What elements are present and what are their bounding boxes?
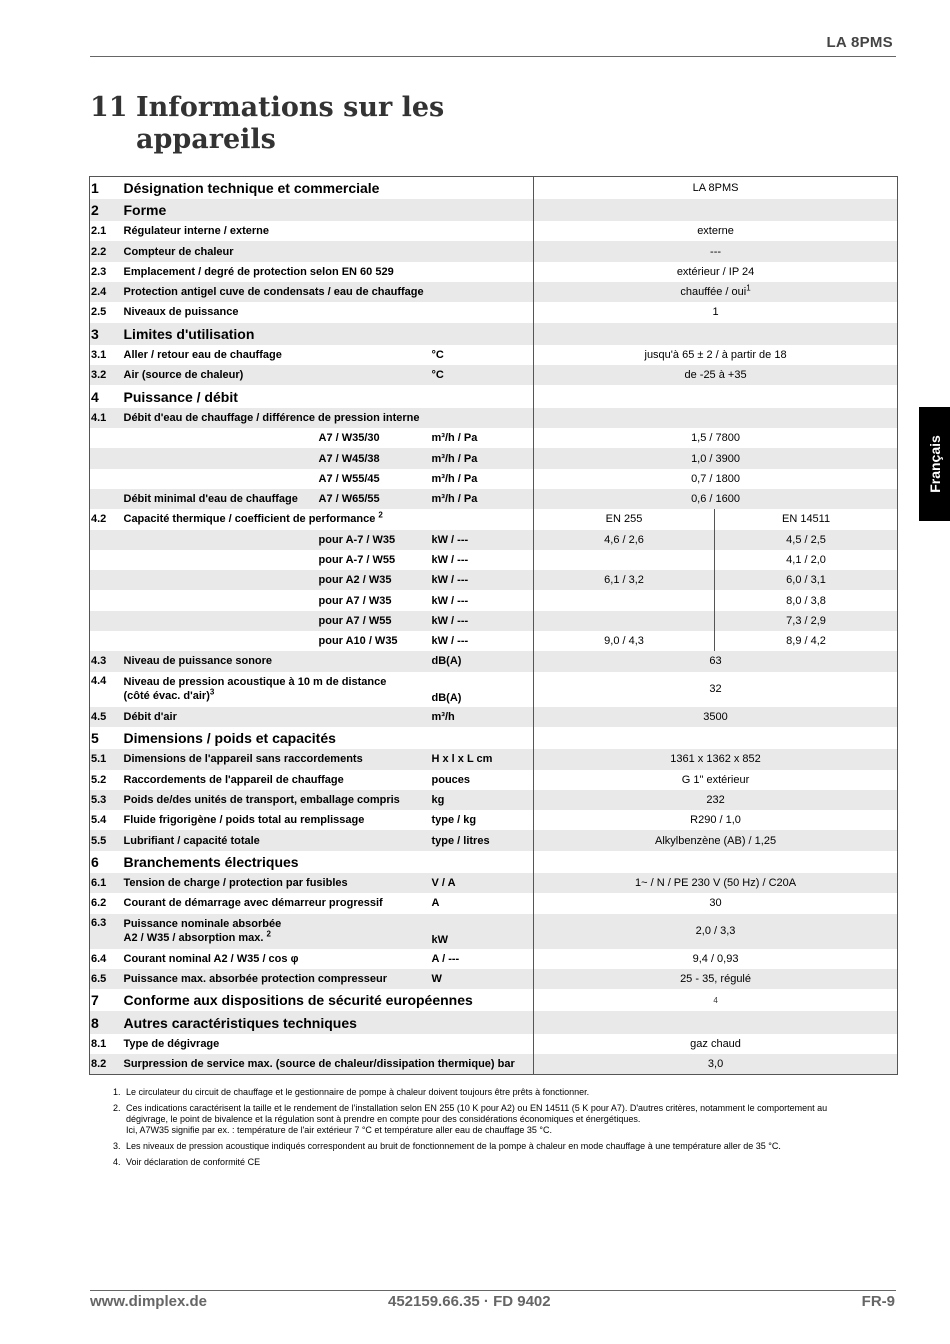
row-label: Régulateur interne / externe [123, 225, 269, 238]
row-number: 7 [91, 992, 99, 1009]
row-label: Fluide frigorigène / poids total au remplissage [123, 814, 365, 827]
row-number: 8.1 [91, 1037, 107, 1050]
row-value: 30 [534, 893, 898, 913]
table-row [90, 1011, 898, 1033]
row-unit: V / A [430, 873, 534, 893]
row-unit: type / litres [430, 830, 534, 850]
row-label: Débit d'eau de chauffage / différence de pression interne [122, 408, 534, 428]
value-en14511: 8,0 / 3,8 [786, 594, 826, 607]
row-value: 1 [534, 302, 898, 322]
row-value [534, 408, 898, 428]
footnote-item [113, 1157, 883, 1168]
row-value: --- [534, 241, 898, 261]
row-value [534, 323, 898, 345]
row-label: Emplacement / degré de protection selon EN 60 529 [123, 265, 394, 278]
table-row [90, 509, 898, 529]
row-number: 6.3 [90, 914, 122, 949]
row-value [534, 727, 898, 749]
row-value: 1~ / N / PE 230 V (50 Hz) / C20A [534, 873, 898, 893]
table-row [90, 790, 898, 810]
table-row [90, 262, 898, 282]
table-row [90, 969, 898, 989]
footnote-text: Ces indications caractérisent la taille et le rendement de l'installation selon EN 255 (10 K pour A2) ou EN 14511 (5 K pour A7). D'autres critères, notamment le comportement au dégivrage, le point de bivalence et la régulation sont à prendre en compte pour des considérations économiques et énergétiques. Ici, A7W35 signifie par ex. : température de l'air extérieur 7 °C et température aller eau de chauffage 35 °C. [126, 1103, 828, 1135]
table-row [90, 448, 898, 468]
table-row [90, 385, 898, 407]
row-value [534, 282, 898, 302]
table-row [90, 631, 898, 651]
row-value: 1,0 / 3900 [534, 448, 898, 468]
table-row [90, 810, 898, 830]
table-row [90, 727, 898, 749]
row-unit: m³/h / Pa [430, 448, 534, 468]
row-unit: °C [431, 349, 444, 362]
table-row [90, 1054, 898, 1074]
row-number: 3 [90, 323, 122, 345]
row-label: Air (source de chaleur) [122, 365, 430, 385]
row-value [534, 385, 898, 407]
table-row [90, 530, 898, 550]
table-row [90, 550, 898, 570]
row-condition: pour A10 / W35 [318, 635, 398, 648]
row-unit: kg [430, 790, 534, 810]
value-en14511: 7,3 / 2,9 [715, 611, 898, 631]
footnotes [113, 1087, 883, 1173]
table-row [90, 989, 898, 1011]
row-number: 2.2 [90, 241, 122, 261]
row-number: 5.1 [90, 749, 122, 769]
row-number: 3.2 [90, 365, 122, 385]
value-en14511: 4,5 / 2,5 [715, 530, 898, 550]
row-number: 6.5 [90, 969, 122, 989]
value-en14511: 6,0 / 3,1 [715, 570, 898, 590]
language-tab-label: Français [926, 435, 943, 493]
row-value: extérieur / IP 24 [534, 262, 898, 282]
col-header-en255: EN 255 [534, 509, 715, 529]
row-value: 0,6 / 1600 [534, 489, 898, 509]
row-unit: A / --- [431, 952, 460, 965]
value-en255: 4,6 / 2,6 [534, 530, 715, 550]
table-row [90, 221, 898, 241]
row-condition: A7 / W55/45 [318, 472, 380, 485]
row-sublabel: Débit minimal d'eau de chauffage [122, 489, 317, 509]
row-value: 32 [534, 672, 898, 707]
row-value: R290 / 1,0 [534, 810, 898, 830]
row-label [122, 672, 430, 707]
footnote-number: 3. [113, 1141, 121, 1151]
row-label: Raccordements de l'appareil de chauffage [123, 773, 344, 786]
row-condition: pour A-7 / W55 [318, 553, 396, 566]
row-unit: kW [430, 914, 534, 949]
table-row [90, 302, 898, 322]
row-label: Compteur de chaleur [122, 241, 534, 261]
row-value: LA 8PMS [534, 177, 898, 199]
row-number: 3.1 [91, 349, 107, 362]
row-unit: pouces [431, 773, 471, 786]
row-condition: A7 / W65/55 [317, 489, 430, 509]
row-unit: °C [430, 365, 534, 385]
value-en14511: 8,9 / 4,2 [786, 635, 826, 648]
row-label-text: Capacité thermique / coefficient de performance [123, 513, 376, 526]
row-label: Poids de/des unités de transport, emballage compris [122, 790, 430, 810]
row-value: externe [534, 221, 898, 241]
row-unit: kW / --- [430, 611, 534, 631]
chapter-heading [90, 92, 466, 156]
row-label: Puissance max. absorbée protection compresseur [122, 969, 430, 989]
table-row [90, 830, 898, 850]
row-unit: kW / --- [431, 594, 469, 607]
row-label: Type de dégivrage [123, 1037, 220, 1050]
row-label-line2 [124, 931, 428, 945]
table-row [90, 672, 898, 707]
row-number: 5.2 [91, 773, 107, 786]
table-row [90, 323, 898, 345]
table-row [90, 1034, 898, 1054]
row-number: 5.5 [90, 830, 122, 850]
footer-page-number: FR-9 [861, 1293, 895, 1310]
row-label-line2-text: A2 / W35 / absorption max. [123, 932, 264, 945]
table-row [90, 199, 898, 221]
row-number: 6.1 [90, 873, 122, 893]
row-label: Désignation technique et commerciale [123, 179, 380, 196]
table-row [90, 949, 898, 969]
row-value: de -25 à +35 [534, 365, 898, 385]
row-number: 4.2 [91, 513, 107, 526]
row-label-line2 [124, 689, 428, 703]
value-en255 [534, 590, 715, 610]
footnote-ref: 4 [713, 996, 718, 1006]
row-number: 6.2 [91, 897, 107, 910]
row-value: 3500 [534, 707, 898, 727]
row-label: Débit d'air [122, 707, 430, 727]
row-unit: m³/h [430, 707, 534, 727]
footnote-ref: 2 [378, 510, 383, 520]
row-number: 4.1 [90, 408, 122, 428]
row-value: 232 [534, 790, 898, 810]
row-number: 2.3 [91, 265, 107, 278]
row-condition: pour A2 / W35 [317, 570, 430, 590]
row-value: 25 - 35, régulé [534, 969, 898, 989]
table-row [90, 489, 898, 509]
footer-doc-number: 452159.66.35 · FD 9402 [388, 1293, 551, 1310]
value-en255: 9,0 / 4,3 [534, 631, 715, 651]
row-number: 8.2 [90, 1054, 122, 1074]
row-unit: dB(A) [431, 691, 462, 704]
chapter-title: Informations sur les appareils [136, 92, 445, 155]
row-value [534, 1011, 898, 1033]
footnote-number: 1. [113, 1087, 121, 1097]
row-value: 1361 x 1362 x 852 [534, 749, 898, 769]
table-row [90, 469, 898, 489]
footer-website: www.dimplex.de [90, 1293, 207, 1310]
row-value: 0,7 / 1800 [534, 469, 898, 489]
row-value: 63 [534, 651, 898, 671]
table-row [90, 345, 898, 365]
table-row [90, 914, 898, 949]
row-number: 1 [91, 179, 99, 196]
row-label-line2-text: (côté évac. d'air) [123, 690, 210, 703]
table-row [90, 651, 898, 671]
row-label: Limites d'utilisation [122, 323, 534, 345]
spec-table [89, 176, 898, 1075]
footnote-ref: 3 [209, 687, 215, 697]
row-label: Dimensions de l'appareil sans raccordements [122, 749, 430, 769]
row-number: 4.3 [90, 651, 122, 671]
table-row [90, 770, 898, 790]
row-label: Niveau de puissance sonore [122, 651, 430, 671]
row-number: 5.3 [90, 790, 122, 810]
row-unit: kW / --- [430, 530, 534, 550]
row-value: 1,5 / 7800 [534, 428, 898, 448]
row-unit: dB(A) [430, 651, 534, 671]
row-value: Alkylbenzène (AB) / 1,25 [534, 830, 898, 850]
row-value [534, 851, 898, 873]
row-label: Puissance / débit [123, 388, 238, 405]
table-row [90, 428, 898, 448]
row-label: Lubrifiant / capacité totale [122, 830, 430, 850]
col-header-en14511: EN 14511 [781, 513, 831, 526]
value-en255: 6,1 / 3,2 [534, 570, 715, 590]
value-en14511: 4,1 / 2,0 [786, 553, 826, 566]
row-number: 2.4 [90, 282, 122, 302]
value-en255 [534, 611, 715, 631]
row-label: Branchements électriques [123, 853, 299, 870]
row-value: 2,0 / 3,3 [534, 914, 898, 949]
row-value: G 1" extérieur [534, 770, 898, 790]
row-condition: A7 / W45/38 [317, 448, 430, 468]
row-unit: W [430, 969, 534, 989]
header-model: LA 8PMS [826, 34, 893, 51]
footnote-ref: 1 [746, 283, 751, 293]
row-value: gaz chaud [534, 1034, 898, 1054]
row-unit: kW / --- [430, 570, 534, 590]
row-number: 5 [91, 730, 99, 747]
row-label-line1: Niveau de pression acoustique à 10 m de distance [123, 676, 387, 689]
table-row [90, 570, 898, 590]
table-row [90, 365, 898, 385]
row-condition: pour A-7 / W35 [317, 530, 430, 550]
table-row [90, 241, 898, 261]
table-row [90, 408, 898, 428]
row-number: 6 [91, 853, 99, 870]
row-label: Surpression de service max. (source de chaleur/dissipation thermique) bar [122, 1054, 534, 1074]
row-number: 8 [90, 1011, 122, 1033]
row-unit: H x l x L cm [430, 749, 534, 769]
row-unit: kW / --- [431, 635, 469, 648]
row-value: jusqu'à 65 ± 2 / à partir de 18 [534, 345, 898, 365]
row-unit: type / kg [431, 814, 477, 827]
row-number: 6.4 [91, 952, 107, 965]
row-condition: pour A7 / W55 [317, 611, 430, 631]
row-value: 3,0 [534, 1054, 898, 1074]
footnote-text: Le circulateur du circuit de chauffage et le gestionnaire de pompe à chaleur doivent toujours être prêts à fonctionner. [126, 1087, 590, 1097]
row-value [534, 989, 898, 1011]
row-label: Conforme aux dispositions de sécurité européennes [123, 992, 473, 1009]
row-condition: pour A7 / W35 [318, 594, 392, 607]
row-unit: kW / --- [431, 553, 469, 566]
row-number: 4.4 [91, 674, 107, 687]
footer-divider [90, 1290, 896, 1291]
footnote-text: Les niveaux de pression acoustique indiqués correspondent au bruit de fonctionnement de la pompe à chaleur en mode chauffage à une température aller de 35 °C. [126, 1141, 781, 1151]
row-label: Tension de charge / protection par fusibles [122, 873, 430, 893]
row-value: 9,4 / 0,93 [534, 949, 898, 969]
footnote-text: Voir déclaration de conformité CE [126, 1157, 261, 1167]
table-row [90, 749, 898, 769]
row-label-line1: Puissance nominale absorbée [123, 918, 282, 931]
row-label: Aller / retour eau de chauffage [123, 349, 282, 362]
row-label: Niveaux de puissance [123, 306, 239, 319]
row-condition: A7 / W35/30 [318, 432, 380, 445]
row-label: Courant nominal A2 / W35 / cos φ [123, 952, 299, 965]
row-label: Forme [122, 199, 534, 221]
footnote-ref: 2 [266, 929, 271, 939]
table-row [90, 893, 898, 913]
footnote-number: 4. [113, 1157, 121, 1167]
language-tab [919, 407, 950, 521]
row-label: Protection antigel cuve de condensats / eau de chauffage [122, 282, 534, 302]
table-row [90, 590, 898, 610]
row-value-text: chauffée / oui [680, 286, 747, 299]
row-label: Autres caractéristiques techniques [122, 1011, 534, 1033]
value-en255 [534, 550, 715, 570]
header-divider [90, 56, 896, 57]
row-value [534, 199, 898, 221]
table-row [90, 611, 898, 631]
footnote-number: 2. [113, 1103, 121, 1113]
footnote-item [113, 1141, 883, 1152]
row-number: 4.5 [90, 707, 122, 727]
footnote-item [113, 1087, 883, 1098]
row-unit: m³/h / Pa [431, 472, 478, 485]
row-number: 2 [90, 199, 122, 221]
row-number: 2.1 [91, 225, 107, 238]
row-label [122, 914, 430, 949]
footnote-item [113, 1103, 883, 1136]
table-row [90, 873, 898, 893]
table-row [90, 707, 898, 727]
row-number: 5.4 [91, 814, 107, 827]
table-row [90, 177, 898, 199]
row-unit: A [431, 897, 440, 910]
row-label: Dimensions / poids et capacités [123, 730, 336, 747]
chapter-number: 11 [90, 92, 128, 123]
table-row [90, 282, 898, 302]
row-label [122, 509, 534, 529]
row-label: Courant de démarrage avec démarreur progressif [123, 897, 383, 910]
row-number: 2.5 [91, 306, 107, 319]
table-row [90, 851, 898, 873]
row-unit: m³/h / Pa [431, 432, 478, 445]
row-number: 4 [91, 388, 99, 405]
row-unit: m³/h / Pa [430, 489, 534, 509]
